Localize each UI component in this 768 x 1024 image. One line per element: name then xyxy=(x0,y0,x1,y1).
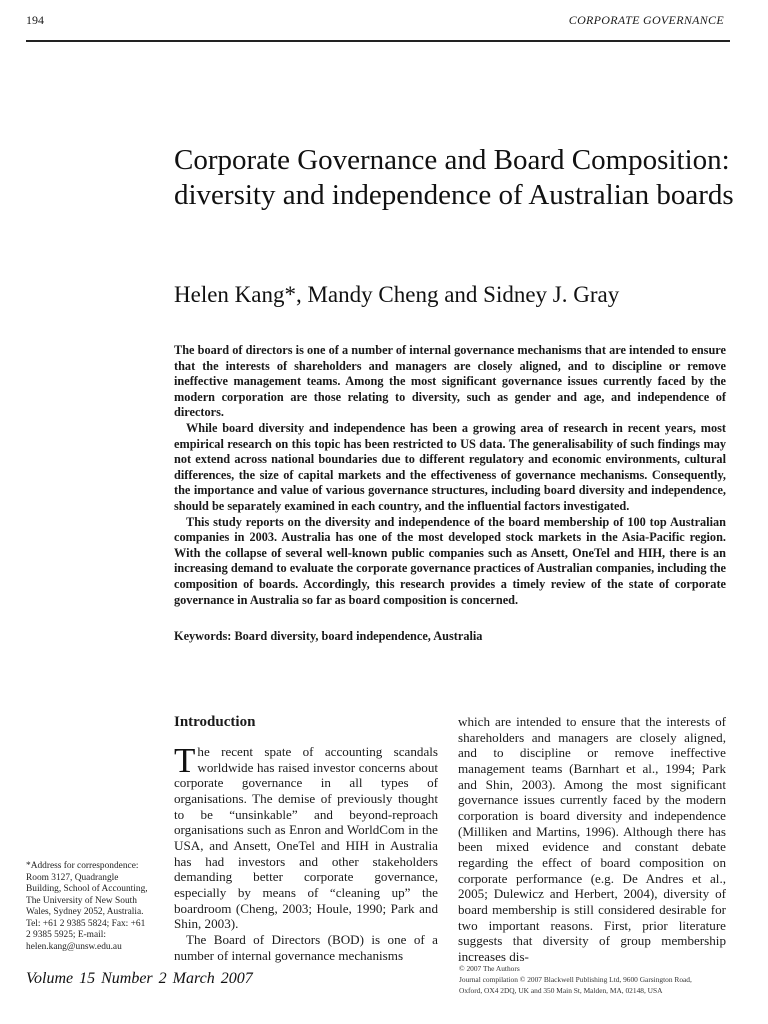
section-heading-introduction: Introduction xyxy=(174,714,256,730)
abstract-paragraph: While board diversity and independence has been a growing area of research in recent years, most empirical research on this topic has been restricted to US data. The generalisability of such findings may not extend across national boundaries due to different regulatory and economic environments, cultural differences, the size of capital markets and the effectiveness of governance mechanisms. Consequently, the importance and value of various governance structures, including board diversity and independence, should be separately examined in each country, and the influential factors investigated. xyxy=(174,420,726,513)
volume-info: Volume 15 Number 2 March 2007 xyxy=(26,970,253,987)
body-paragraph xyxy=(174,741,438,932)
copyright-line: Oxford, OX4 2DQ, UK and 350 Main St, Malden, MA, 02148, USA xyxy=(459,986,663,995)
body-column-left xyxy=(174,741,438,963)
article-authors: Helen Kang*, Mandy Cheng and Sidney J. Gray xyxy=(174,282,620,307)
article-title: Corporate Governance and Board Composition: diversity and independence of Australian boards xyxy=(174,144,734,211)
abstract-paragraph: This study reports on the diversity and independence of the board membership of 100 top Australian companies in 2003. Australia has one of the most developed stock markets in the Asia-Pacific region. With the collapse of several well-known public companies such as Ansett, OneTel and HIH, there is an increasing demand to evaluate the corporate governance practices of Australian companies, including the composition of boards. Accordingly, this research provides a timely review of the state of corporate governance in Australia so far as board composition is concerned. xyxy=(174,514,726,607)
copyright-line: Journal compilation © 2007 Blackwell Publishing Ltd, 9600 Garsington Road, xyxy=(459,975,692,984)
abstract-paragraph: The board of directors is one of a number of internal governance mechanisms that are intended to ensure that the interests of shareholders and managers are closely aligned, and to discipline or remove ineffective management teams. Among the most significant governance issues currently faced by the modern corporation are those relating to diversity, such as gender and age, and independence of directors. xyxy=(174,343,726,420)
running-title: CORPORATE GOVERNANCE xyxy=(568,13,724,27)
header-rule xyxy=(26,40,730,42)
keywords: Keywords: Board diversity, board independence, Australia xyxy=(174,629,483,643)
body-paragraph: The Board of Directors (BOD) is one of a number of internal governance mechanisms xyxy=(174,931,438,963)
correspondence-footnote: *Address for correspondence: Room 3127, Quadrangle Building, School of Accounting, The University of New South Wales, Sydney 2052, Australia. Tel: +61 2 9385 5824; Fax: +61 2 9385 5925; E-mail: helen.kang@unsw.edu.au xyxy=(26,861,148,952)
body-paragraph-text: he recent spate of accounting scandals worldwide has raised investor concerns about corporate governance in all types of organisations. The demise of previously thought to be “unsinkable” and beyond-reproach organisations such as Enron and WorldCom in the USA, and Ansett, OneTel and HIH in Australia has had investors and other stakeholders demanding better corporate governance, especially by means of “cleaning up” the boardroom (Cheng, 2003; Houle, 1990; Park and Shin, 2003). xyxy=(174,744,438,932)
copyright-line: © 2007 The Authors xyxy=(459,964,520,973)
page-number: 194 xyxy=(26,13,44,27)
body-paragraph: which are intended to ensure that the interests of shareholders and managers are closely aligned, and to discipline or remove ineffective management teams (Barnhart et al., 1994; Park and Shin, 2003). Among the most significant governance issues currently faced by the modern corporation is board diversity and independence (Milliken and Martins, 1996). Although there has been mixed evidence and constant debate regarding the effect of board composition on corporate performance (e.g. De Andres et al., 2005; Dulewicz and Herbert, 2004), diversity of board membership is still considered desirable for two important reasons. First, prior literature suggests that diversity of group membership increases dis- xyxy=(458,714,726,964)
body-column-right xyxy=(458,714,726,965)
copyright-block xyxy=(459,963,692,996)
drop-cap: T xyxy=(174,741,196,780)
abstract xyxy=(174,343,726,608)
